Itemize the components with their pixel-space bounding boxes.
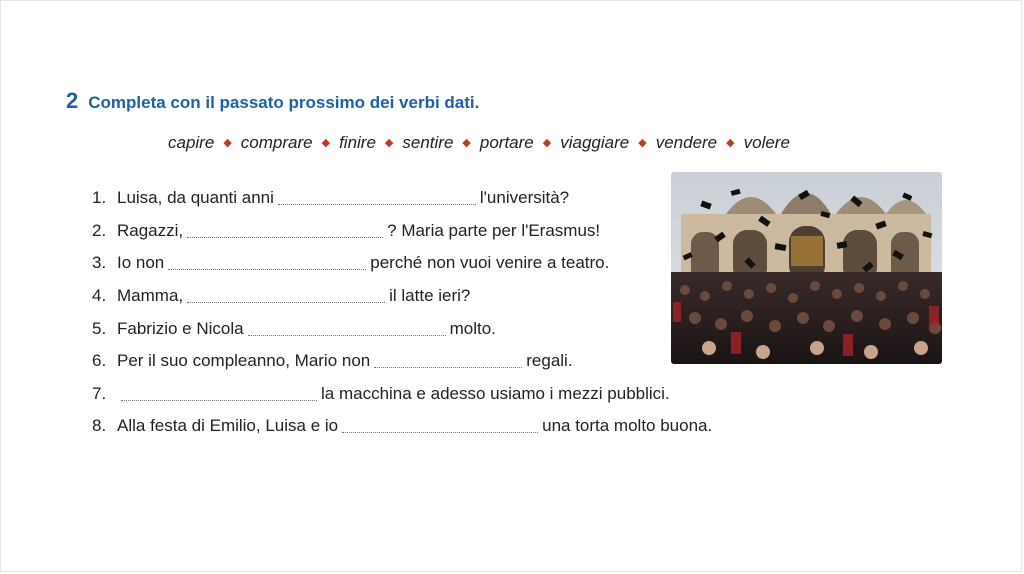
verb: volere (743, 133, 790, 152)
item-text-after: ? Maria parte per l'Erasmus! (387, 220, 601, 240)
exercise-item (92, 182, 712, 215)
answer-blank[interactable] (187, 236, 383, 238)
item-text-after: perché non vuoi venire a teatro. (370, 253, 610, 273)
item-text-before: Luisa, da quanti anni (117, 188, 274, 208)
verb: comprare (240, 133, 313, 152)
exercise-number: 2 (66, 88, 79, 113)
verb: finire (339, 133, 376, 152)
item-text-after: l'università? (479, 188, 570, 208)
item-number: 7. (92, 383, 107, 403)
diamond-separator-icon: ◆ (462, 136, 471, 149)
exercise-item (92, 378, 712, 411)
verb: portare (479, 133, 534, 152)
item-number: 6. (92, 351, 107, 371)
answer-blank[interactable] (342, 431, 538, 433)
verb: vendere (655, 133, 718, 152)
answer-blank[interactable] (121, 399, 317, 401)
diamond-separator-icon: ◆ (321, 136, 331, 149)
item-text-before: Mamma, (117, 286, 184, 306)
item-text-after: il latte ieri? (389, 286, 471, 306)
item-number: 3. (92, 253, 107, 273)
exercise-heading (66, 88, 479, 114)
answer-blank[interactable] (168, 268, 366, 270)
diamond-separator-icon: ◆ (384, 136, 394, 149)
verb: viaggiare (560, 133, 630, 152)
answer-blank[interactable] (248, 334, 446, 336)
item-text-after: regali. (526, 351, 573, 371)
verb-list (168, 133, 790, 153)
item-text-after: una torta molto buona. (542, 416, 713, 436)
item-text-after: molto. (449, 318, 496, 338)
answer-blank[interactable] (374, 366, 522, 368)
answer-blank[interactable] (278, 203, 476, 205)
item-text-before: Alla festa di Emilio, Luisa e io (117, 416, 339, 436)
item-text-before: Io non (117, 253, 165, 273)
diamond-separator-icon: ◆ (726, 136, 735, 149)
item-number: 5. (92, 318, 107, 338)
item-text-before: Per il suo compleanno, Mario non (117, 351, 371, 371)
item-number: 4. (92, 286, 107, 306)
item-text-before: Fabrizio e Nicola (117, 318, 244, 338)
exercise-item (92, 280, 712, 313)
exercise-item (92, 410, 712, 443)
item-text-before: Ragazzi, (117, 220, 184, 240)
graduation-crowd-photo (671, 172, 942, 364)
exercise-item (92, 215, 712, 248)
exercise-items (92, 182, 712, 443)
exercise-instruction: Completa con il passato prossimo dei verbi dati. (88, 93, 480, 112)
item-number: 8. (92, 416, 107, 436)
item-number: 1. (92, 188, 107, 208)
diamond-separator-icon: ◆ (638, 136, 647, 149)
exercise-item (92, 247, 712, 280)
verb: capire (168, 133, 215, 152)
answer-blank[interactable] (187, 301, 385, 303)
item-text-after: la macchina e adesso usiamo i mezzi pubblici. (321, 383, 670, 403)
verb: sentire (402, 133, 454, 152)
diamond-separator-icon: ◆ (223, 136, 232, 149)
exercise-item (92, 312, 712, 345)
exercise-item (92, 345, 712, 378)
item-number: 2. (92, 220, 107, 240)
diamond-separator-icon: ◆ (542, 136, 552, 149)
